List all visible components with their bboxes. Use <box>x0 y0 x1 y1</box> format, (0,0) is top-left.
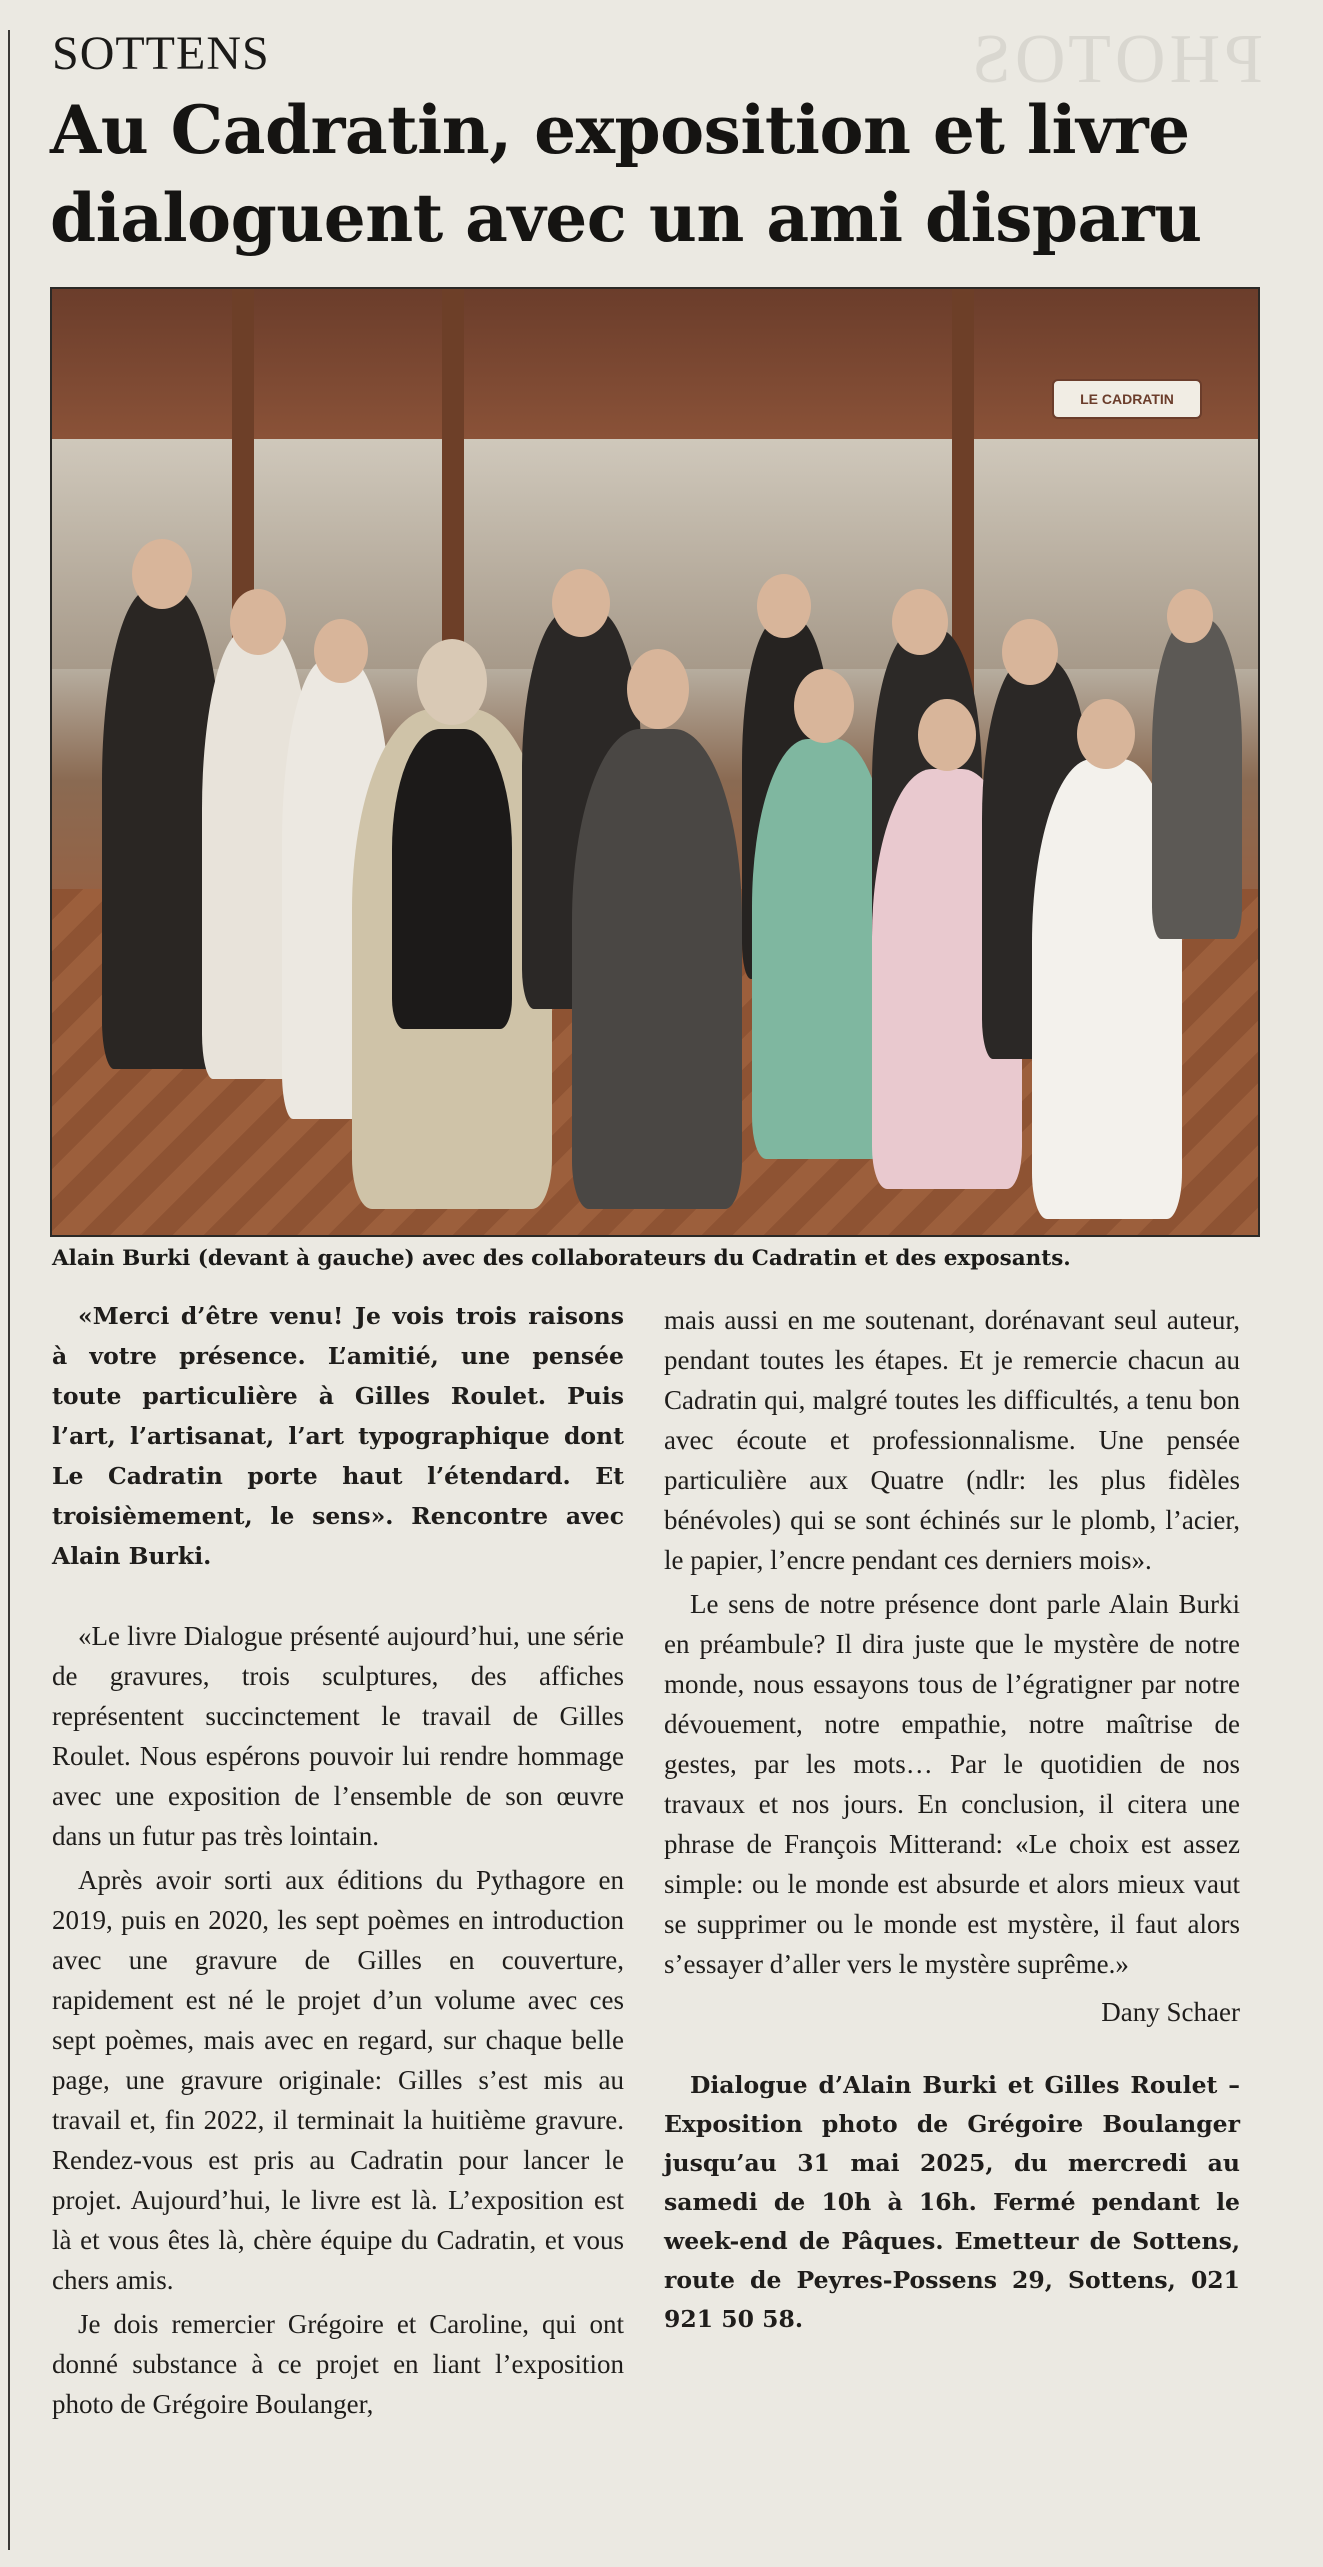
photo-head <box>230 589 286 655</box>
article-author: Dany Schaer <box>1101 1997 1240 2027</box>
photo-head <box>1002 619 1058 685</box>
group-photo <box>50 287 1260 1237</box>
article-headline: Au Cadratin, exposition et livre dialoguent avec un ami disparu <box>50 91 1202 257</box>
photo-head <box>627 649 689 729</box>
page-column-rule <box>8 30 10 2550</box>
article-paragraph: mais aussi en me soutenant, dorénavant seul auteur, pendant toutes les étapes. Et je remercie chacun au Cadratin qui, malgré toutes les difficultés, a tenu bon avec écoute et professionnalisme. Une pensée particulière aux Quatre (ndlr: les plus fidèles bénévoles) qui se sont échinés sur le plomb, l’acier, le papier, l’encre pendant ces derniers mois». <box>664 1305 1240 1575</box>
event-infobox <box>664 2066 1240 2339</box>
photo-head <box>1167 589 1213 643</box>
photo-person <box>572 729 742 1209</box>
photo-person <box>752 739 892 1159</box>
event-info-text: Dialogue d’Alain Burki et Gilles Roulet – Exposition photo de Grégoire Boulanger jusqu’au 31 mai 2025, du mercredi au samedi de 10h à 16h. Fermé pendant le week-end de Pâques. Emetteur de Sottens, route de Peyres-Possens 29, Sottens, 021 921 50 58. <box>664 2071 1240 2333</box>
photo-head <box>314 619 368 683</box>
photo-head <box>132 539 192 609</box>
cadratin-sign: LE CADRATIN <box>1052 379 1202 419</box>
article-paragraph: Je dois remercier Grégoire et Caroline, qui ont donné substance à ce projet en liant l’exposition photo de Grégoire Boulanger, <box>52 2309 624 2419</box>
location-kicker: SOTTENS <box>52 27 270 80</box>
show-through-text: PHOTOS <box>967 21 1263 98</box>
photo-head <box>757 574 811 638</box>
photo-head <box>552 569 610 637</box>
article-paragraph: «Le livre Dialogue présenté aujourd’hui, une série de gravures, trois sculptures, des affiches représentent succinctement le travail de Gilles Roulet. Nous espérons pouvoir lui rendre hommage avec une exposition de l’ensemble de son œuvre dans un futur pas très lointain. <box>52 1621 624 1851</box>
photo-head <box>417 639 487 725</box>
article-paragraph: Le sens de notre présence dont parle Alain Burki en préambule? Il dira juste que le mystère de notre monde, nous essayons tous de l’égratigner par notre dévouement, notre empathie, notre maîtrise de gestes, par les mots… Par le quotidien de nos travaux et nos jours. En conclusion, il citera une phrase de François Mitterand: «Le choix est assez simple: ou le monde est absurde et alors mieux vaut se supprimer ou le monde est mystère, il faut alors s’essayer d’aller vers le mystère suprême.» <box>664 1589 1240 1979</box>
photo-head <box>794 669 854 743</box>
photo-person <box>1152 619 1242 939</box>
article-column-left <box>52 1296 624 2424</box>
photo-head <box>1077 699 1135 769</box>
photo-head <box>892 589 948 655</box>
photo-head <box>918 699 976 771</box>
article-paragraph: Après avoir sorti aux éditions du Pythagore en 2019, puis en 2020, les sept poèmes en introduction avec une gravure de Gilles en couverture, rapidement est né le projet d’un volume avec ces sept poèmes, mais avec en regard, sur chaque belle page, une gravure originale: Gilles s’est mis au travail et, fin 2022, il terminait la huitième gravure. Rendez-vous est pris au Cadratin pour lancer le projet. Aujourd’hui, le livre est là. L’exposition est là et vous êtes là, chère équipe du Cadratin, et vous chers amis. <box>52 1865 624 2295</box>
photo-person <box>392 729 512 1029</box>
photo-caption: Alain Burki (devant à gauche) avec des collaborateurs du Cadratin et des exposants. <box>52 1246 1071 1271</box>
article-intro: «Merci d’être venu! Je vois trois raisons à votre présence. L’amitié, une pensée toute particulière à Gilles Roulet. Puis l’art, l’artisanat, l’art typographique dont Le Cadratin porte haut l’étendard. Et troisièmement, le sens». Rencontre avec Alain Burki. <box>52 1302 624 1570</box>
article-column-right <box>664 1300 1240 2339</box>
